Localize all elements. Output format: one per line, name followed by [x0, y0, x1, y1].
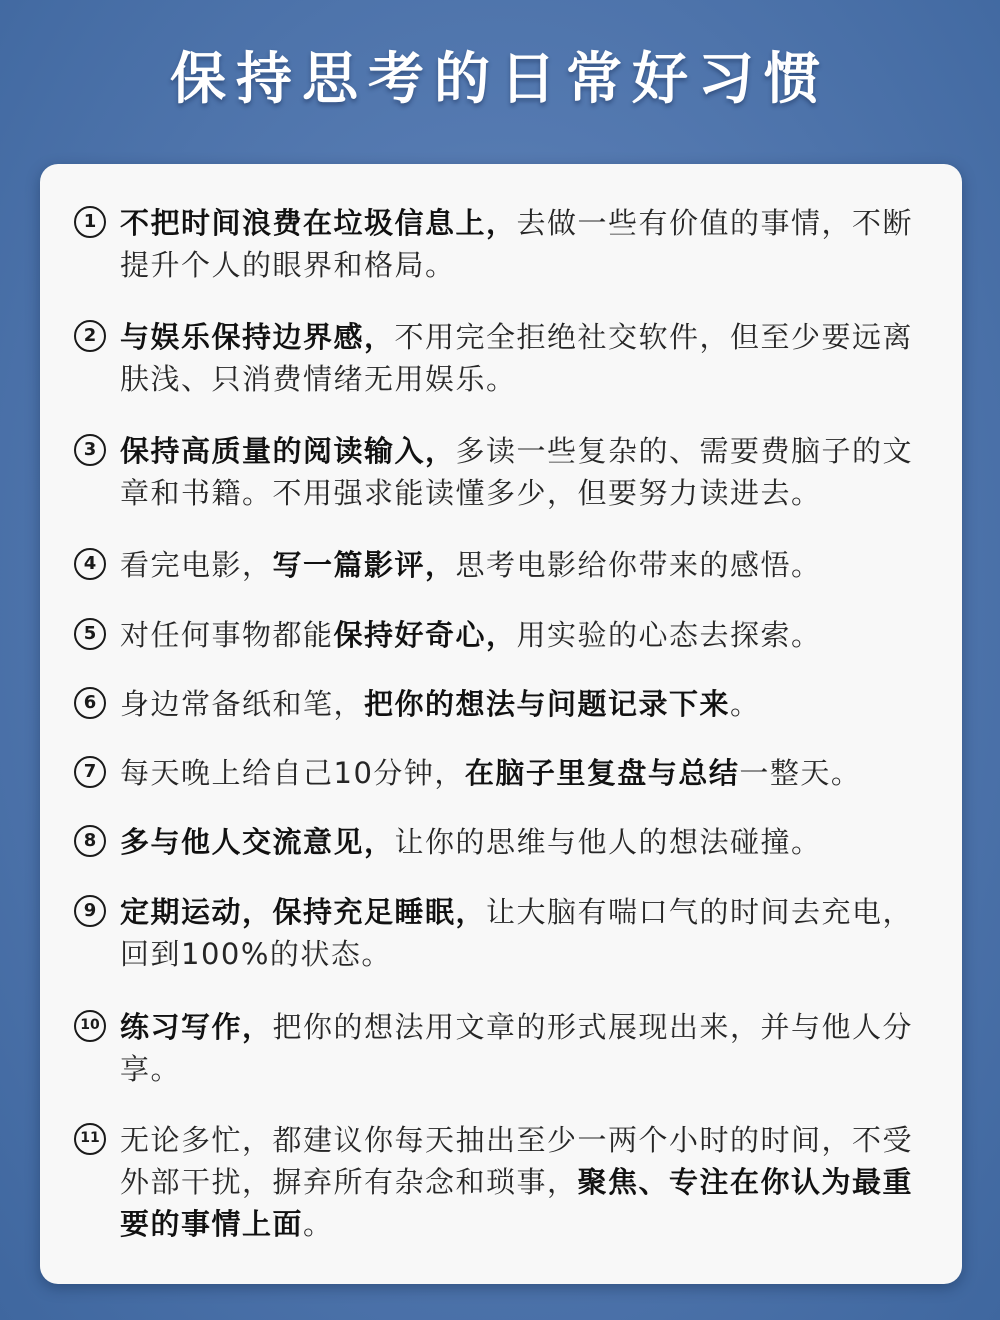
habit-text — [120, 752, 932, 794]
habits-card — [40, 164, 962, 1284]
habit-number: 11 — [74, 1123, 106, 1155]
habit-text — [120, 1006, 932, 1090]
habit-text-regular: 。 — [730, 687, 761, 721]
habit-text — [120, 202, 932, 286]
habit-text-regular: 每天晚上给自己10分钟， — [120, 756, 465, 790]
habit-text-bold: 保持高质量的阅读输入， — [120, 434, 456, 468]
habit-text-regular: 不用完全拒绝社交软件，但至少要远离肤浅、只消费情绪无用娱乐。 — [120, 320, 914, 396]
habit-number: 9 — [74, 895, 106, 927]
habit-text-bold: 定期运动，保持充足睡眠， — [120, 895, 487, 929]
habit-text-bold: 在脑子里复盘与总结 — [464, 756, 740, 790]
habit-text-regular: 用实验的心态去探索。 — [516, 618, 822, 652]
habit-text-regular: 一整天。 — [739, 756, 862, 790]
habit-text-bold: 不把时间浪费在垃圾信息上， — [120, 206, 517, 240]
habit-number: 3 — [74, 434, 106, 466]
habit-number: 8 — [74, 825, 106, 857]
habit-number: 7 — [74, 756, 106, 788]
habit-number: 2 — [74, 320, 106, 352]
habit-text-regular: 。 — [303, 1207, 334, 1241]
habit-number: 10 — [74, 1010, 106, 1042]
habit-text — [120, 614, 932, 656]
habit-number: 5 — [74, 618, 106, 650]
habit-text — [120, 316, 932, 400]
habit-number: 6 — [74, 687, 106, 719]
habit-text-regular: 思考电影给你带来的感悟。 — [455, 548, 822, 582]
habit-text-bold: 多与他人交流意见， — [120, 825, 395, 859]
habit-text — [120, 821, 932, 863]
habit-text-regular: 对任何事物都能 — [120, 618, 334, 652]
habit-text-regular: 无论多忙，都建议你每天抽出至少一两个小时的时间，不受外部干扰，摒弃所有杂念和琐事， — [120, 1123, 914, 1199]
habit-text-regular: 让你的思维与他人的想法碰撞。 — [394, 825, 822, 859]
habit-text — [120, 683, 932, 725]
habit-text-bold: 保持好奇心， — [333, 618, 517, 652]
habit-text — [120, 430, 932, 514]
habit-text — [120, 1119, 932, 1245]
habit-text-bold: 聚焦、专注在你认为最重要的事情上面 — [120, 1165, 914, 1241]
page-title: 保持思考的日常好习惯 — [170, 47, 830, 112]
habit-number: 4 — [74, 548, 106, 580]
habit-text-regular: 去做一些有价值的事情，不断提升个人的眼界和格局。 — [120, 206, 914, 282]
habit-text-bold: 练习写作， — [120, 1010, 273, 1044]
habit-text-regular: 让大脑有喘口气的时间去充电，回到100%的状态。 — [120, 895, 914, 971]
habit-number: 1 — [74, 206, 106, 238]
habit-text-bold: 把你的想法与问题记录下来 — [364, 687, 731, 721]
habit-text-regular: 看完电影， — [120, 548, 273, 582]
habit-text — [120, 544, 932, 586]
habit-text-regular: 把你的想法用文章的形式展现出来，并与他人分享。 — [120, 1010, 914, 1086]
habit-text-bold: 与娱乐保持边界感， — [120, 320, 395, 354]
habit-text-regular: 多读一些复杂的、需要费脑子的文章和书籍。不用强求能读懂多少，但要努力读进去。 — [120, 434, 914, 510]
habit-text-regular: 身边常备纸和笔， — [120, 687, 365, 721]
habit-text — [120, 891, 932, 975]
habit-text-bold: 写一篇影评， — [272, 548, 456, 582]
